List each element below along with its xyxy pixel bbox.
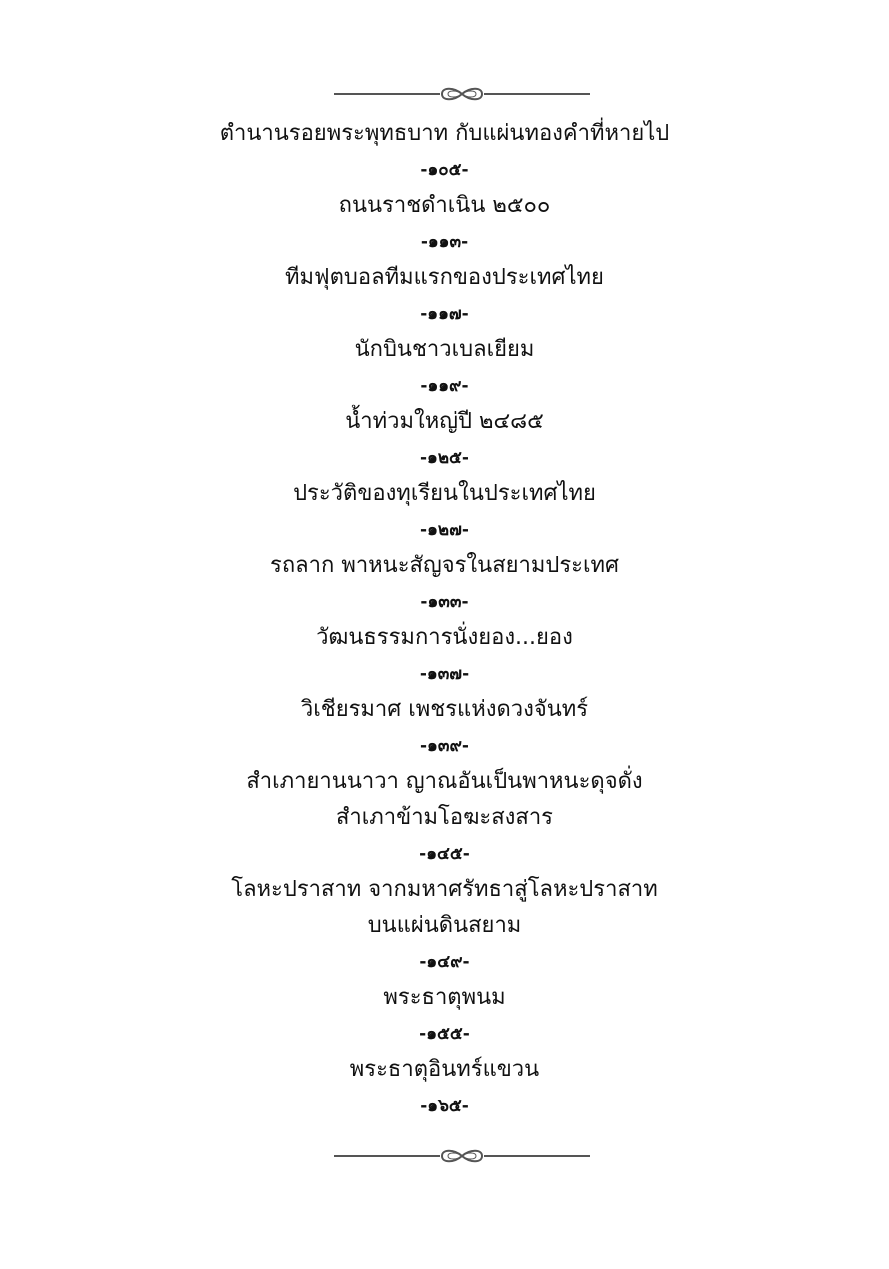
toc-entry [0,1052,889,1124]
toc-entry [0,548,889,620]
toc-entry-title-line: พระธาตุพนม [383,985,506,1010]
toc-entry-title-line: สำเภายานนาวา ญาณอันเป็นพาหนะดุจดั่ง [246,769,643,794]
toc-entry-title [0,188,889,224]
toc-entry-page-number: -๑๔๕- [419,844,470,864]
toc-entry-page-number: -๑๑๓- [420,232,469,252]
toc-entry-title [0,476,889,512]
toc-entry-title-line: พระธาตุอินทร์แขวน [349,1057,540,1082]
toc-entry [0,260,889,332]
toc-entry [0,116,889,188]
toc-entry-title [0,260,889,296]
toc-entry [0,404,889,476]
toc-entry [0,764,889,872]
toc-entry-title [0,1052,889,1088]
toc-entry [0,620,889,692]
toc-entry-page-number: -๑๓๓- [420,592,469,612]
toc-entry [0,332,889,404]
toc-entry-title [0,980,889,1016]
toc-entry-title [0,692,889,728]
toc-entry-page-number: -๑๕๕- [419,1024,470,1044]
toc-entry-title-line: ทีมฟุตบอลทีมแรกของประเทศไทย [285,265,604,290]
toc-entry-title-line: ประวัติของทุเรียนในประเทศไทย [293,481,596,506]
infinity-flourish-icon [334,86,590,102]
toc-entry-title [0,764,889,836]
toc-entry-title-line: โลหะปราสาท จากมหาศรัทธาสู่โลหะปราสาท [231,877,658,902]
toc-entry-page-number: -๑๖๕- [420,1096,469,1116]
toc-entry-title-line: ตำนานรอยพระพุทธบาท กับแผ่นทองคำที่หายไป [219,121,670,146]
toc-entry [0,872,889,980]
toc-entry-title-line: บนแผ่นดินสยาม [367,913,522,938]
toc-entry-title-line: ถนนราชดำเนิน ๒๕๐๐ [338,193,551,218]
toc-entry-title [0,548,889,584]
infinity-flourish-icon [334,1148,590,1164]
toc-entry [0,476,889,548]
toc-entry-title-line: รถลาก พาหนะสัญจรในสยามประเทศ [270,553,619,578]
toc-entry-title [0,620,889,656]
toc-entry [0,980,889,1052]
table-of-contents [0,116,889,1124]
toc-entry-title [0,872,889,944]
toc-entry-title [0,116,889,152]
toc-entry-title-line: สำเภาข้ามโอฆะสงสาร [336,805,553,830]
toc-entry-title-line: วัฒนธรรมการนั่งยอง...ยอง [316,625,573,650]
toc-entry-page-number: -๑๒๕- [420,448,469,468]
toc-entry-page-number: -๑๐๕- [420,160,469,180]
toc-entry-page-number: -๑๒๗- [420,520,469,540]
toc-entry [0,188,889,260]
toc-entry-title-line: วิเชียรมาศ เพชรแห่งดวงจันทร์ [300,697,589,722]
toc-entry [0,692,889,764]
toc-entry-page-number: -๑๑๗- [420,304,469,324]
toc-entry-page-number: -๑๑๙- [420,376,469,396]
toc-entry-title-line: น้ำท่วมใหญ่ปี ๒๔๘๕ [345,409,544,434]
toc-entry-title-line: นักบินชาวเบลเยียม [354,337,535,362]
toc-entry-page-number: -๑๔๙- [419,952,470,972]
toc-entry-title [0,404,889,440]
toc-entry-page-number: -๑๓๙- [420,736,469,756]
toc-entry-title [0,332,889,368]
toc-entry-page-number: -๑๓๗- [419,664,470,684]
